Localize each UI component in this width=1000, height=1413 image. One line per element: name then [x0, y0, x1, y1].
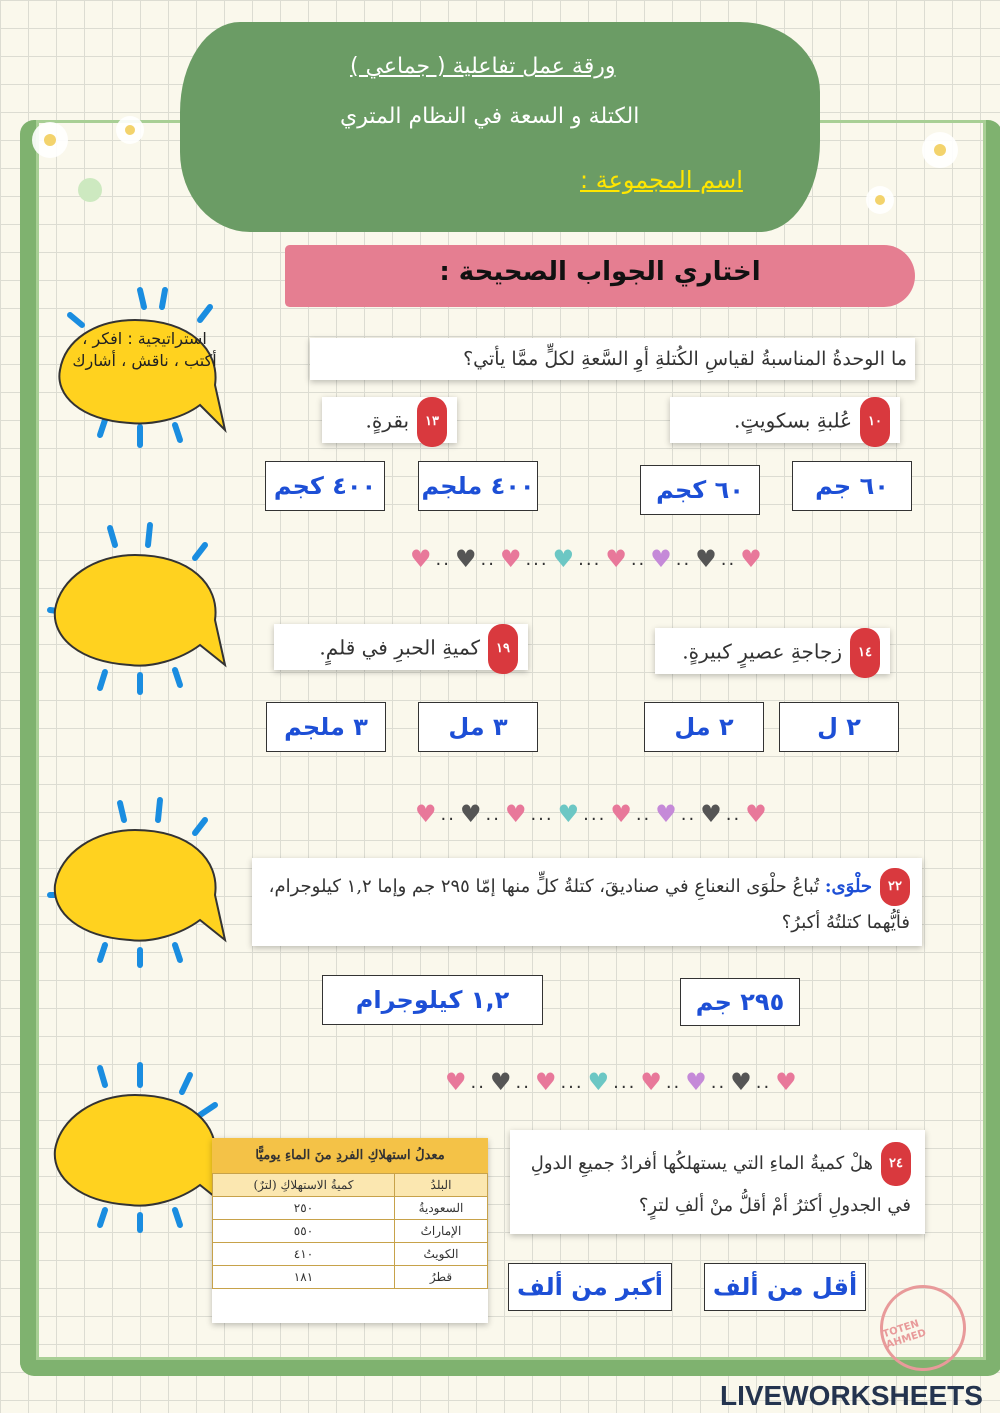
answer-option[interactable]: ٤٠٠ ملجم: [418, 461, 538, 511]
table-cell: ١٨١: [213, 1266, 395, 1289]
hearts-divider: ♥ .. ♥ .. ♥ ... ♥ ... ♥ .. ♥ .. ♥ .. ♥: [410, 545, 762, 573]
worksheet-subtitle: الكتلة و السعة في النظام المتري: [340, 104, 640, 129]
stamp-text: TOTEN AHMED: [881, 1318, 928, 1351]
question-24: [510, 1130, 925, 1234]
question-number: ٢٢: [880, 868, 910, 906]
instruction-ribbon: [285, 245, 915, 307]
hearts-divider: ♥ .. ♥ .. ♥ ... ♥ ... ♥ .. ♥ .. ♥ .. ♥: [445, 1068, 797, 1096]
question-22: [252, 858, 922, 946]
answer-option[interactable]: ٢ مل: [644, 702, 764, 752]
question-10: [670, 397, 900, 443]
table-row: [213, 1266, 488, 1289]
question-number: ١٤: [850, 628, 880, 678]
question-number: ١٠: [860, 397, 890, 447]
question-text: عُلبةِ بسكويتٍ.: [734, 408, 853, 433]
answer-option[interactable]: ٣ مل: [418, 702, 538, 752]
water-consumption-table: [212, 1138, 488, 1323]
answer-option[interactable]: ٢ ل: [779, 702, 899, 752]
liveworksheets-logo: LIVEWORKSHEETS: [720, 1380, 983, 1411]
flower-decoration-right: [840, 110, 990, 250]
question-number: ١٩: [488, 624, 518, 674]
question-label: حلْوَى:: [824, 876, 873, 897]
speech-bubble-answer-3: [40, 1060, 230, 1235]
table: [212, 1173, 488, 1289]
question-text: كميةِ الحبرِ في قلمٍ.: [319, 635, 481, 660]
group-name-label: اسم المجموعة :: [580, 166, 743, 194]
speech-bubble-answer-2: [40, 795, 230, 970]
answer-option[interactable]: ٦٠ جم: [792, 461, 912, 511]
table-cell: السعوديةُ: [394, 1197, 487, 1220]
answer-option[interactable]: ٢٩٥ جم: [680, 978, 800, 1026]
question-text: هلْ كميةُ الماءِ التي يستهلكُها أفرادُ جميعِ الدولِ في الجدولِ أكثرُ أمْ أقلُّ منْ ألفِ لترٍ؟: [530, 1153, 911, 1216]
question-text: بقرةٍ.: [365, 408, 410, 433]
answer-option[interactable]: ٣ ملجم: [266, 702, 386, 752]
table-header: البلدُ: [394, 1174, 487, 1197]
answer-option[interactable]: ٤٠٠ كجم: [265, 461, 385, 511]
flower-decoration-left: [10, 100, 180, 250]
table-row: [213, 1197, 488, 1220]
hearts-divider: ♥ .. ♥ .. ♥ ... ♥ ... ♥ .. ♥ .. ♥ .. ♥: [415, 800, 767, 828]
question-header: ما الوحدةُ المناسبةُ لقياسِ الكُتلةِ أوِ السَّعةِ لكلٍّ ممَّا يأتي؟: [310, 338, 915, 380]
answer-option[interactable]: أكبر من ألف: [508, 1263, 672, 1311]
instruction-text: اختاري الجواب الصحيحة :: [439, 257, 761, 287]
table-title: معدلُ استهلاكِ الفردِ منَ الماءِ يوميًّا: [212, 1138, 488, 1173]
answer-option[interactable]: ٦٠ كجم: [640, 465, 760, 515]
worksheet-title: ورقة عمل تفاعلية ( جماعي ): [350, 54, 616, 79]
answer-option[interactable]: ١,٢ كيلوجرام: [322, 975, 543, 1025]
table-row: [213, 1243, 488, 1266]
table-row: [213, 1220, 488, 1243]
table-cell: ٤١٠: [213, 1243, 395, 1266]
answer-option[interactable]: أقل من ألف: [704, 1263, 866, 1311]
table-cell: قطرُ: [394, 1266, 487, 1289]
table-cell: ٢٥٠: [213, 1197, 395, 1220]
question-number: ١٣: [417, 397, 447, 447]
question-13: [322, 397, 457, 443]
table-cell: الكويتُ: [394, 1243, 487, 1266]
strategy-text: استراتيجية : افكر ، أكتب ، ناقش ، أشارك: [72, 329, 217, 371]
table-cell: ٥٥٠: [213, 1220, 395, 1243]
table-cell: الإماراتُ: [394, 1220, 487, 1243]
question-text: تُباعُ حلْوَى النعناعِ في صناديقَ، كتلةُ كلٍّ منها إمّا ٢٩٥ جم وإما ١,٢ كيلوجرام، فأيُّهما كتلتُهُ أكبرُ؟: [268, 876, 910, 933]
question-text: زجاجةِ عصيرٍ كبيرةٍ.: [682, 639, 843, 664]
question-19: [274, 624, 528, 670]
question-number: ٢٤: [881, 1142, 911, 1186]
question-14: [655, 628, 890, 674]
table-header: كميةُ الاستهلاكِ (لترٌ): [213, 1174, 395, 1197]
speech-bubble-answer-1: [40, 520, 230, 695]
